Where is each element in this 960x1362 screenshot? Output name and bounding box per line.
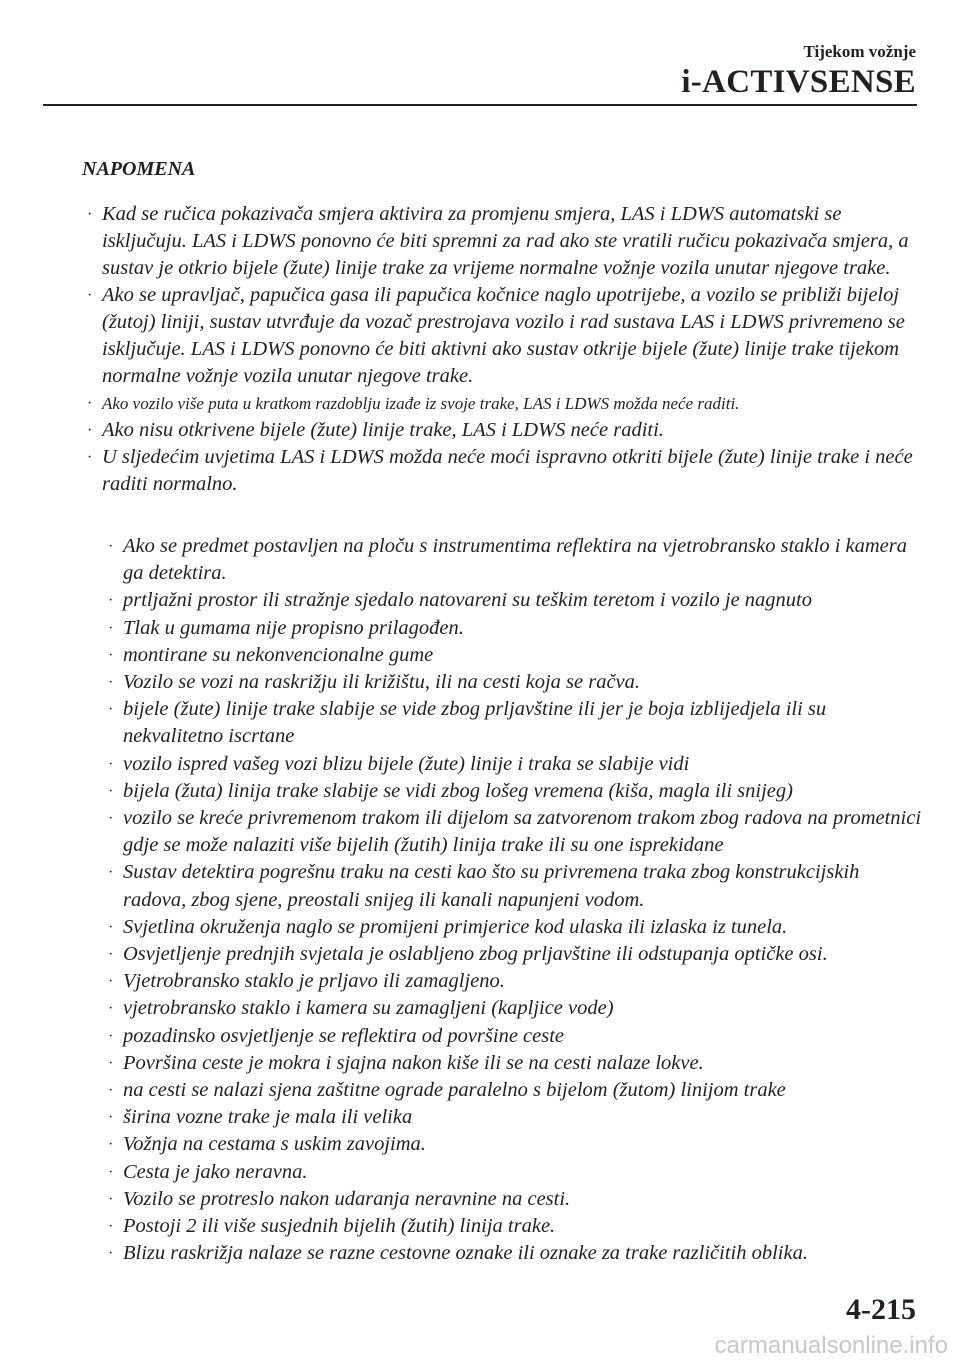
condition-item: · montirane su nekonvencionalne gume <box>123 642 923 669</box>
condition-item: · Svjetlina okruženja naglo se promijeni primjerice kod ulaska ili izlaska iz tunela. <box>123 914 923 941</box>
bullet-icon: · <box>108 1000 114 1018</box>
bullet-icon: · <box>108 755 114 773</box>
bullet-icon: · <box>87 206 93 223</box>
bullet-icon: · <box>108 1027 114 1045</box>
bullet-icon: · <box>108 1163 114 1181</box>
condition-item: · na cesti se nalazi sjena zaštitne ograde paralelno s bijelom (žutom) linijom trake <box>123 1077 923 1104</box>
bullet-icon: · <box>108 973 114 991</box>
condition-item: · bijele (žute) linije trake slabije se vide zbog prljavštine ili jer je boja izblijedjela ili su nekvalitetno iscrtane <box>108 698 827 748</box>
condition-item: · Površina ceste je mokra i sjajna nakon kiše ili se na cesti nalaze lokve. <box>123 1050 923 1077</box>
bullet-icon: · <box>108 782 114 800</box>
note-item: · U sljedećim uvjetima LAS i LDWS možda neće moći ispravno otkriti bijele (žute) linije trake i neće raditi normalno. <box>87 446 913 495</box>
bullet-icon: · <box>108 1054 114 1072</box>
condition-item: · Postoji 2 ili više susjednih bijelih (žutih) linija trake. <box>123 1213 923 1240</box>
bullet-icon: · <box>108 1245 114 1263</box>
bullet-icon: · <box>108 701 114 719</box>
condition-item: · vozilo ispred vašeg vozi blizu bijele (žute) linije i traka se slabije vidi <box>123 751 923 778</box>
condition-item: · Vozilo se vozi na raskrižju ili križištu, ili na cesti koja se račva. <box>123 669 923 696</box>
note-item: · Ako vozilo više puta u kratkom razdoblju izađe iz svoje trake, LAS i LDWS možda neće raditi. <box>102 390 920 417</box>
condition-item: · Vožnja na cestama s uskim zavojima. <box>123 1131 923 1158</box>
bullet-icon: · <box>87 395 93 412</box>
condition-item: · Vjetrobransko staklo je prljavo ili zamagljeno. <box>123 968 923 995</box>
header-divider <box>43 104 917 106</box>
bullet-icon: · <box>108 674 114 692</box>
page-header <box>681 42 916 100</box>
condition-item: · bijela (žuta) linija trake slabije se vidi zbog lošeg vremena (kiša, magla ili snijeg) <box>123 778 923 805</box>
condition-item: · Tlak u gumama nije propisno prilagođen. <box>123 615 923 642</box>
condition-item: · Ako se predmet postavljen na ploču s instrumentima reflektira na vjetrobransko staklo i kamera ga detektira. <box>108 535 907 585</box>
bullet-icon: · <box>87 287 93 304</box>
condition-item: · pozadinsko osvjetljenje se reflektira od površine ceste <box>123 1023 923 1050</box>
bullet-icon: · <box>108 946 114 964</box>
bullet-icon: · <box>108 810 114 828</box>
condition-item: · Osvjetljenje prednjih svjetala je oslabljeno zbog prljavštine ili odstupanja optičke osi. <box>123 941 923 968</box>
condition-item: · Vozilo se protreslo nakon udaranja neravnine na cesti. <box>123 1186 923 1213</box>
chapter-title: i-ACTIVSENSE <box>681 64 916 100</box>
bullet-icon: · <box>108 646 114 664</box>
bullet-icon: · <box>87 422 93 439</box>
bullet-icon: · <box>108 864 114 882</box>
note-item: · Ako nisu otkrivene bijele (žute) linije trake, LAS i LDWS neće raditi. <box>102 417 920 444</box>
bullet-icon: · <box>108 1109 114 1127</box>
watermark: carmanualsonline.info <box>714 1332 948 1359</box>
bullet-icon: · <box>108 1136 114 1154</box>
bullet-icon: · <box>108 592 114 610</box>
condition-item: · Blizu raskrižja nalaze se razne cestovne oznake ili oznake za trake različitih oblika. <box>123 1240 923 1267</box>
bullet-icon: · <box>108 1082 114 1100</box>
note-title: NAPOMENA <box>82 158 196 180</box>
note-list <box>87 201 920 498</box>
condition-item: · širina vozne trake je mala ili velika <box>123 1104 923 1131</box>
conditions-list <box>108 533 923 1267</box>
bullet-icon: · <box>108 1218 114 1236</box>
section-title: Tijekom vožnje <box>803 42 916 61</box>
note-item: · Kad se ručica pokazivača smjera aktivira za promjenu smjera, LAS i LDWS automatski se isključuju. LAS i LDWS ponovno će biti spremni za rad ako ste vratili ručicu pokazivača smjera, a sustav je otkrio bijele (žute) linije trake za vrijeme normalne vožnje vozila unutar njegove trake. <box>87 203 909 279</box>
bullet-icon: · <box>87 449 93 466</box>
note-item: · Ako se upravljač, papučica gasa ili papučica kočnice naglo upotrijebe, a vozilo se približi bijeloj (žutoj) liniji, sustav utvrđuje da vozač prestrojava vozilo i rad sustava LAS i LDWS privremeno se isključuje. LAS i LDWS ponovno će biti aktivni ako sustav otkrije bijele (žute) linije trake tijekom normalne vožnje vozila unutar njegove trake. <box>87 284 905 387</box>
bullet-icon: · <box>108 1190 114 1208</box>
condition-item: · Sustav detektira pogrešnu traku na cesti kao što su privremena traka zbog konstrukcijskih radova, zbog sjene, preostali snijeg ili kanali napunjeni vodom. <box>108 861 860 911</box>
bullet-icon: · <box>108 918 114 936</box>
page-number: 4-215 <box>846 1293 916 1326</box>
bullet-icon: · <box>108 619 114 637</box>
condition-item: · Cesta je jako neravna. <box>123 1159 923 1186</box>
condition-item: · vozilo se kreće privremenom trakom ili dijelom sa zatvorenom trakom zbog radova na prometnici gdje se može nalaziti više bijelih (žutih) linija trake ili su one isprekidane <box>108 807 922 857</box>
bullet-icon: · <box>108 538 114 555</box>
condition-item: · prtljažni prostor ili stražnje sjedalo natovareni su teškim teretom i vozilo je nagnuto <box>123 587 923 614</box>
condition-item: · vjetrobransko staklo i kamera su zamagljeni (kapljice vode) <box>123 995 923 1022</box>
